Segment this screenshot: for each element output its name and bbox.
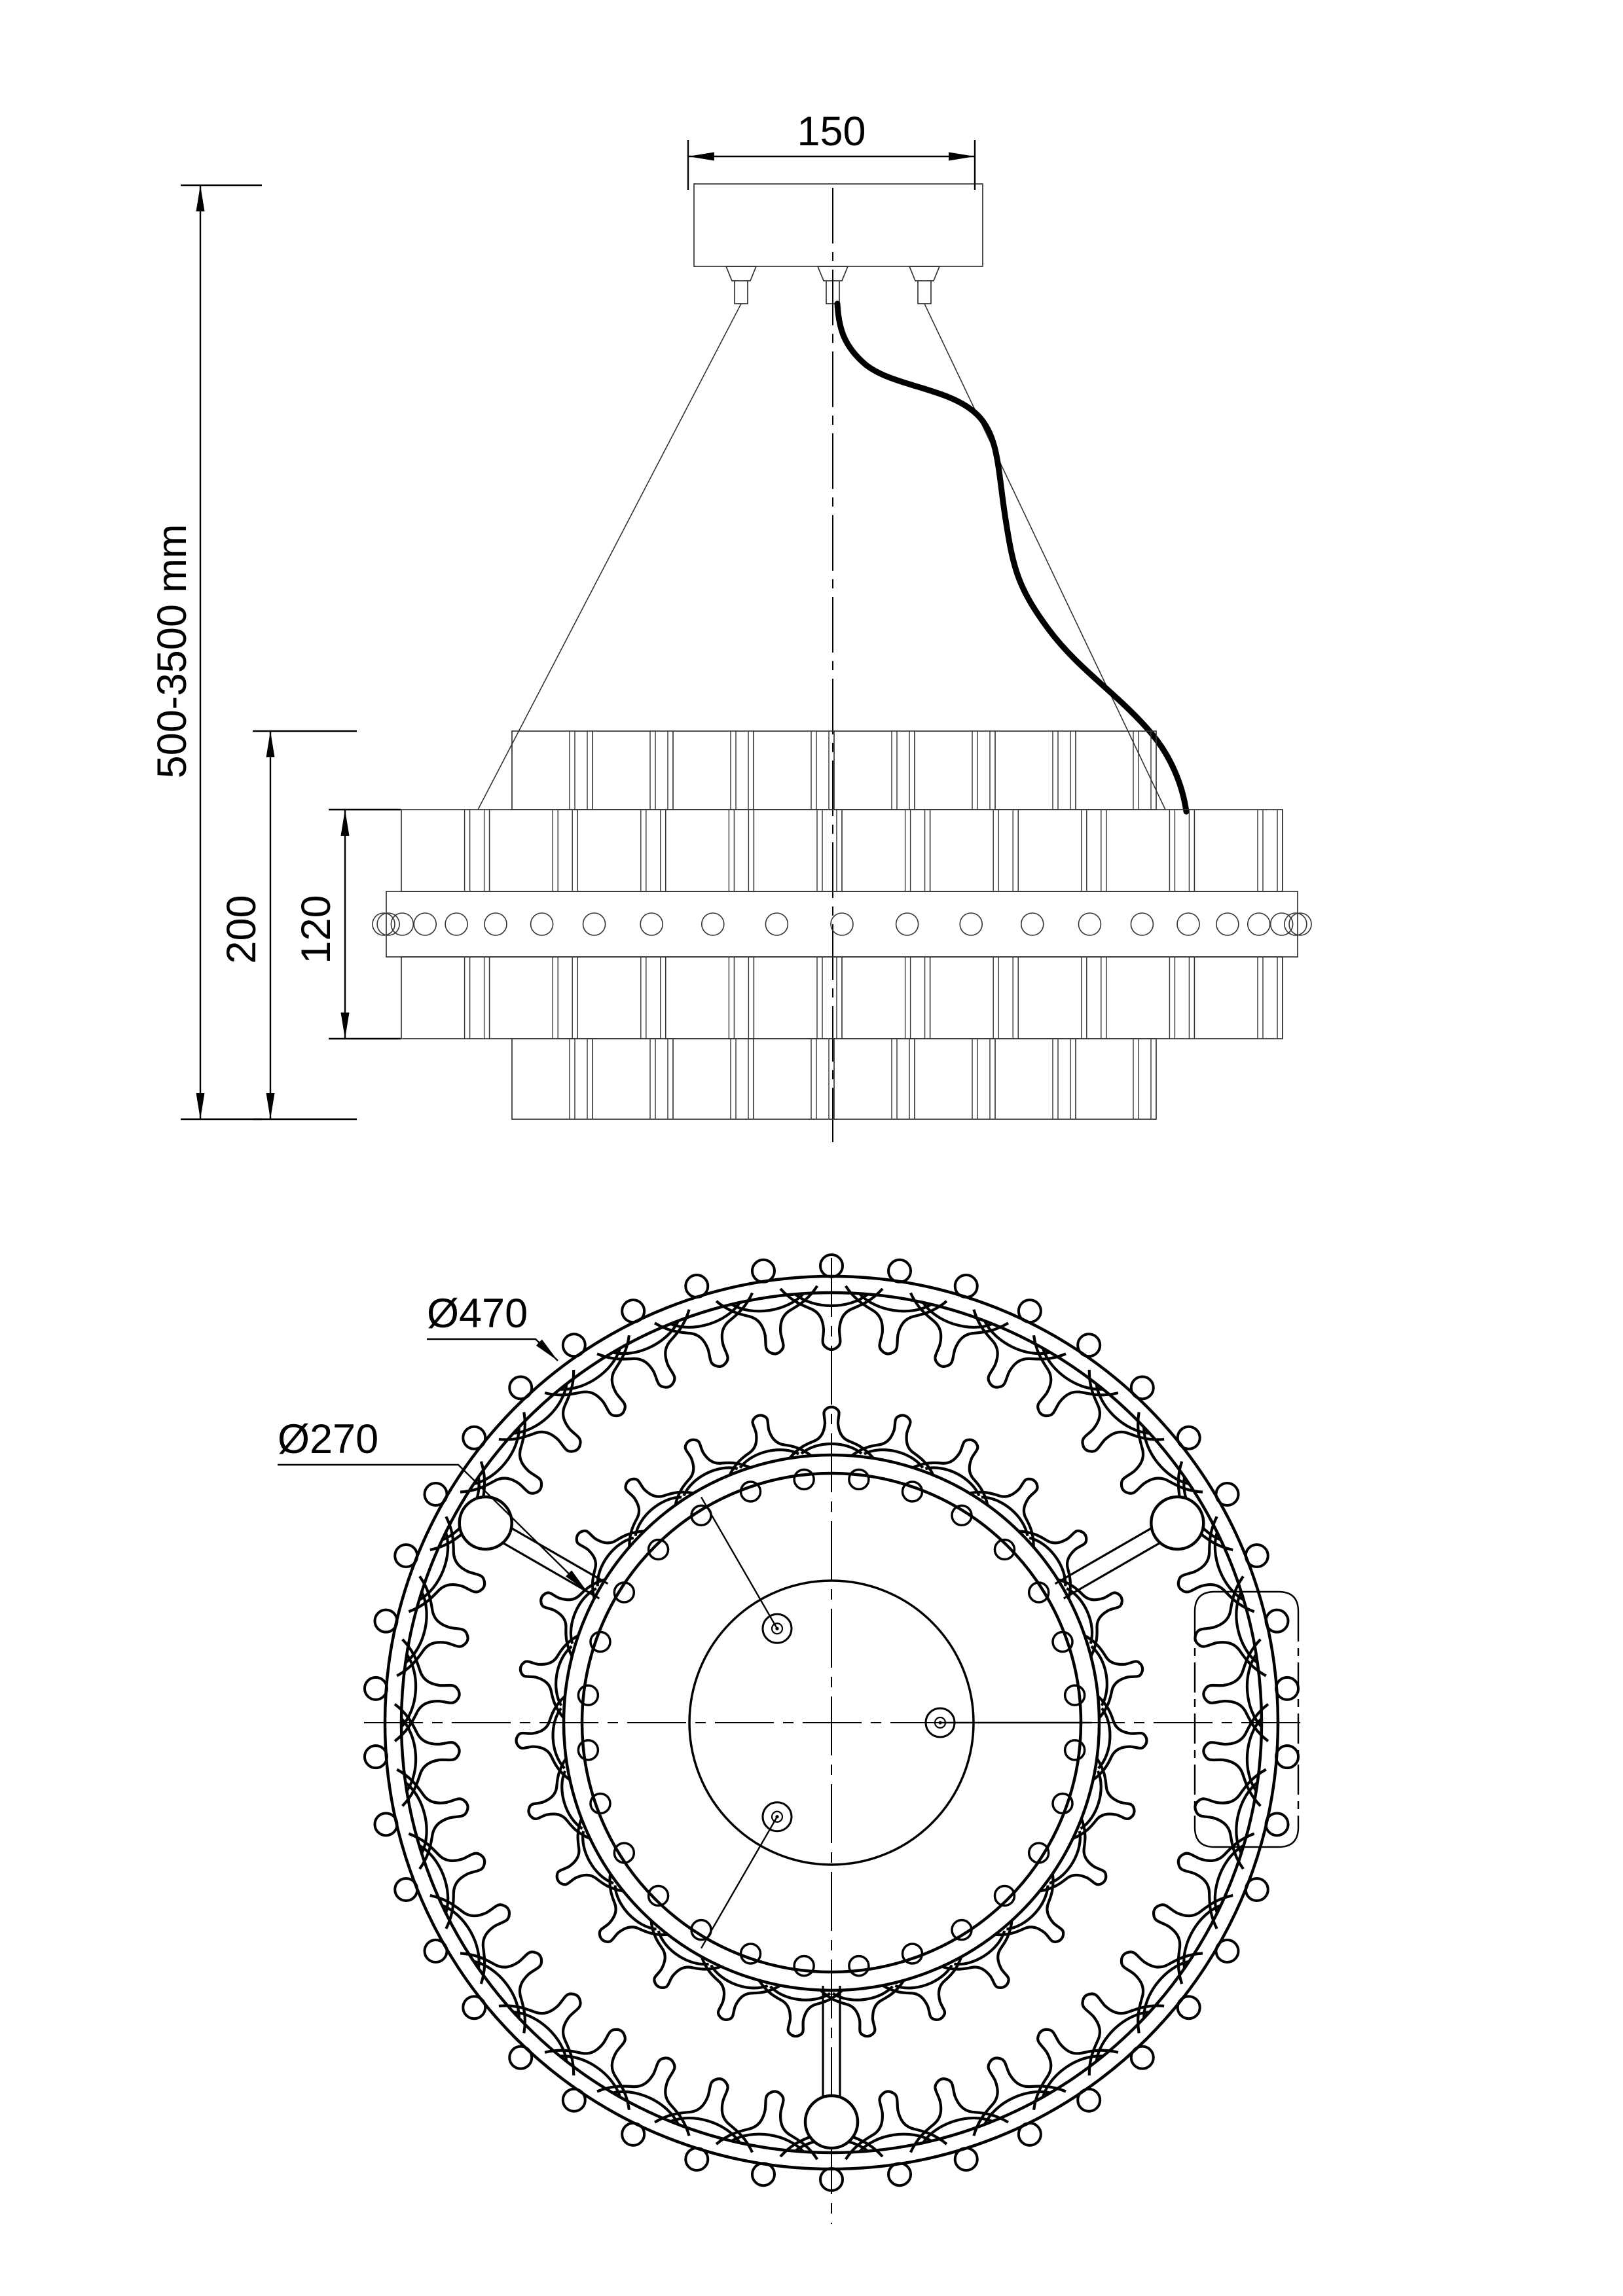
outer-crystal — [1184, 1756, 1266, 1869]
outer-bead — [425, 1483, 447, 1505]
outer-bead — [1246, 1878, 1268, 1901]
band-bead — [831, 913, 853, 935]
outer-bead — [563, 2089, 585, 2111]
inner-bead — [578, 1685, 598, 1705]
outer-bead — [425, 1940, 447, 1962]
band-bead — [531, 913, 553, 935]
outer-crystal — [499, 1370, 615, 1484]
outer-crystal — [395, 1640, 463, 1746]
band-bead — [1131, 913, 1153, 935]
suspension-cable-right — [924, 304, 1165, 810]
band-bead — [484, 913, 507, 935]
band-bead — [1285, 913, 1307, 935]
outer-crystal — [545, 2002, 663, 2110]
arm-ball — [805, 2096, 858, 2148]
inner-bead — [1065, 1685, 1085, 1705]
outer-crystal — [1200, 1700, 1268, 1806]
band-bead — [1177, 913, 1199, 935]
band-bead — [765, 913, 788, 935]
outer-crystal — [397, 1756, 479, 1869]
inner-crystal — [596, 1454, 693, 1547]
outer-crystal — [1048, 1370, 1165, 1484]
outer-bead — [752, 2163, 775, 2185]
outer-bead — [1276, 1677, 1298, 1700]
outer-bead — [1178, 1996, 1200, 2018]
outer-bead — [1131, 2047, 1154, 2069]
outer-bead — [955, 2148, 977, 2170]
arm-ball — [1151, 1497, 1203, 1549]
outer-bead — [365, 1677, 387, 1700]
band-bead — [1021, 913, 1044, 935]
mount-hole-center — [938, 1721, 941, 1724]
band-bead — [445, 913, 467, 935]
band-bead — [583, 913, 606, 935]
outer-bead — [509, 1376, 532, 1399]
power-cord — [837, 304, 1186, 812]
outer-bead — [1266, 1813, 1288, 1835]
outer-crystal — [1000, 2002, 1118, 2110]
outer-bead — [1078, 1334, 1100, 1356]
inner-crystal — [942, 1920, 1040, 2009]
crystal-plate-lines — [465, 731, 1283, 1119]
band-bead — [377, 913, 399, 935]
ceiling-canopy — [694, 184, 983, 266]
hanger-left — [726, 266, 756, 304]
leader-outer-diameter — [427, 1339, 558, 1361]
inner-bead — [849, 1469, 869, 1489]
outer-bead — [622, 2123, 644, 2145]
bottom-plan-view — [364, 1255, 1303, 2224]
outer-crystal — [545, 1335, 663, 1443]
outer-crystal — [1184, 1576, 1266, 1689]
inner-bead — [794, 1956, 814, 1976]
outer-bead — [463, 1996, 485, 2018]
outer-bead — [395, 1545, 417, 1567]
band-bead — [1248, 913, 1270, 935]
mount-hole-leader — [701, 1497, 777, 1628]
outer-bead — [1216, 1483, 1238, 1505]
inner-bead — [578, 1740, 598, 1760]
inner-crystal — [970, 1454, 1067, 1547]
outer-crystal — [1048, 1962, 1165, 2075]
inner-bead — [849, 1956, 869, 1976]
outer-bead — [463, 1427, 485, 1449]
outer-bead — [1131, 1376, 1154, 1399]
outer-bead — [1266, 1610, 1288, 1632]
dim-label-canopy-width: 150 — [797, 109, 866, 154]
dim-label-inner-diameter: Ø270 — [278, 1416, 379, 1462]
outer-crystal — [1000, 1335, 1118, 1443]
outer-bead — [685, 2148, 708, 2170]
mount-hole-leader — [701, 1817, 777, 1948]
band-bead — [640, 913, 663, 935]
outer-bead — [1246, 1545, 1268, 1567]
plan-labels — [278, 1339, 587, 1592]
outer-bead — [1019, 2123, 1041, 2145]
dim-label-outer-diameter: Ø470 — [427, 1291, 528, 1336]
arm-ball — [460, 1497, 512, 1549]
front-elevation-view — [373, 184, 1311, 1142]
outer-bead — [752, 1260, 775, 1282]
outer-bead — [622, 1300, 644, 1322]
inner-bead — [794, 1469, 814, 1489]
outer-bead — [1276, 1746, 1298, 1768]
hanger-right — [909, 266, 939, 304]
band-bead — [960, 913, 982, 935]
band-bead — [1078, 913, 1101, 935]
band-bead — [896, 913, 919, 935]
outer-bead — [365, 1746, 387, 1768]
dim-label-suspension-height: 500-3500 mm — [149, 524, 195, 779]
band-bead — [702, 913, 724, 935]
band-bead — [1216, 913, 1239, 935]
outer-crystal — [1200, 1640, 1268, 1746]
outer-bead — [685, 1275, 708, 1297]
outer-bead — [955, 1275, 977, 1297]
outer-bead — [888, 2163, 911, 2185]
tier-bead-band — [386, 891, 1298, 957]
outer-bead — [1078, 2089, 1100, 2111]
outer-bead — [509, 2047, 532, 2069]
band-bead-row — [373, 913, 1311, 935]
outer-bead — [563, 1334, 585, 1356]
outer-crystal — [397, 1576, 479, 1689]
inner-bead — [1065, 1740, 1085, 1760]
band-bead — [414, 913, 436, 935]
outer-crystal — [395, 1700, 463, 1806]
outer-bead — [375, 1610, 397, 1632]
dim-label-center-band-height: 120 — [293, 895, 339, 964]
mount-hole-center — [775, 1815, 778, 1818]
outer-bead — [375, 1813, 397, 1835]
outer-bead — [1216, 1940, 1238, 1962]
outer-bead — [1178, 1427, 1200, 1449]
outer-bead — [888, 1260, 911, 1282]
outer-bead — [1019, 1300, 1041, 1322]
outer-bead — [395, 1878, 417, 1901]
suspension-cable-left — [478, 304, 741, 810]
mount-hole-center — [775, 1627, 778, 1630]
dim-label-body-height: 200 — [219, 895, 264, 964]
outer-crystal — [499, 1962, 615, 2075]
